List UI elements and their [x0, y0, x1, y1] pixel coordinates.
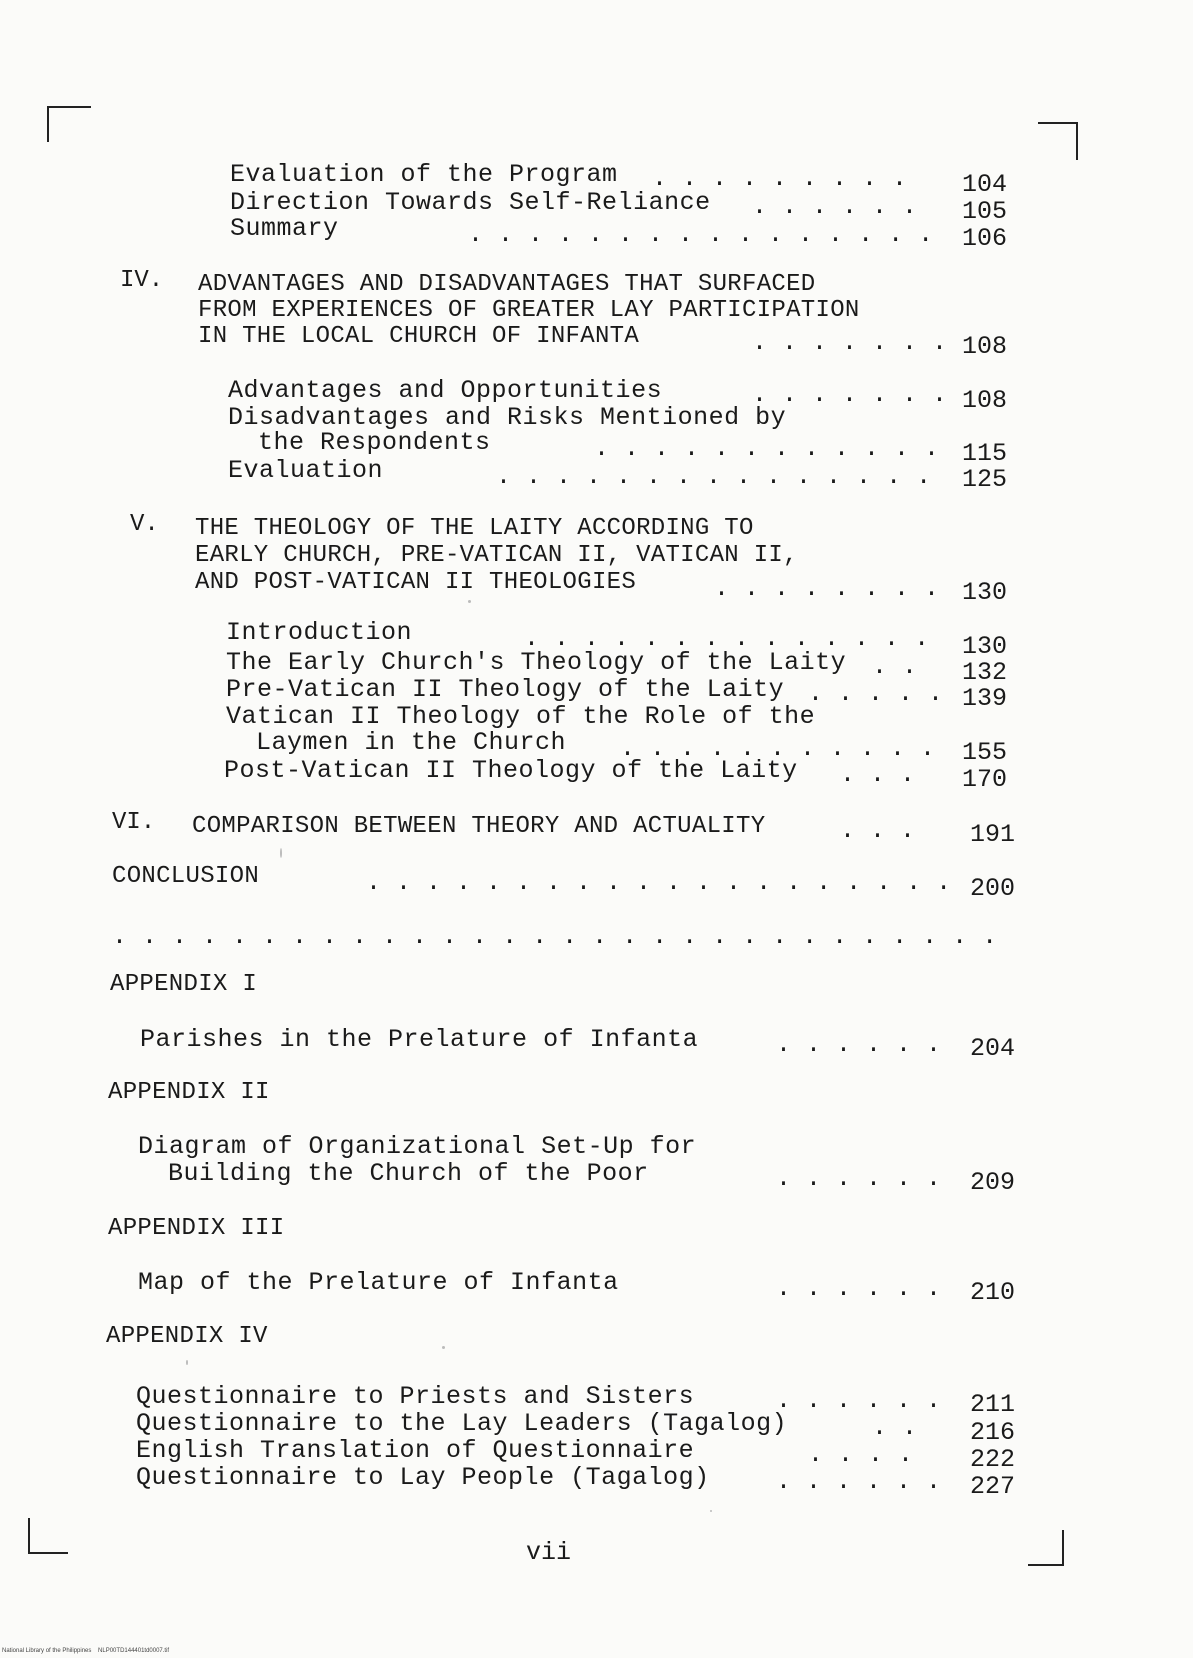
leader-dots: . . . . . . . . .: [652, 164, 908, 193]
toc-entry-title: Direction Towards Self-Reliance: [230, 188, 711, 217]
toc-page-number: 104: [962, 170, 1008, 199]
leader-dots: . . .: [840, 760, 916, 789]
corner-mark-top-left: [47, 106, 91, 142]
leader-dots: . . . . . . . . . . . .: [594, 434, 940, 463]
chapter-title: COMPARISON BETWEEN THEORY AND ACTUALITY: [192, 813, 766, 840]
leader-dots: . . . . . .: [776, 1030, 942, 1059]
leader-dots: . . .: [840, 816, 916, 845]
leader-dots: . . . . . . . . . . . . . . . . . . . .: [366, 868, 952, 897]
corner-mark-top-right: [1038, 122, 1078, 160]
toc-entry-title-continued: the Respondents: [258, 428, 491, 457]
toc-page-number: 139: [962, 684, 1008, 713]
chapter-title-line: IN THE LOCAL CHURCH OF INFANTA: [198, 323, 640, 350]
toc-entry-title: Diagram of Organizational Set-Up for: [138, 1132, 697, 1161]
leader-dots: . . . . . . . . . . . . . .: [524, 624, 930, 653]
leader-dots: . . . .: [808, 1440, 914, 1469]
toc-entry-title: Introduction: [226, 618, 413, 647]
appendix-heading: APPENDIX IV: [106, 1323, 268, 1350]
chapter-title-line: THE THEOLOGY OF THE LAITY ACCORDING TO: [195, 515, 754, 542]
toc-page-number: 211: [970, 1390, 1016, 1419]
toc-entry-title: Post-Vatican II Theology of the Laity: [224, 756, 798, 785]
toc-entry-title: Map of the Prelature of Infanta: [138, 1268, 619, 1297]
toc-page-number: 132: [962, 658, 1008, 687]
toc-page-number: 125: [962, 465, 1008, 494]
toc-page-number: 216: [970, 1418, 1016, 1447]
leader-dots: . . . . . .: [776, 1274, 942, 1303]
corner-mark-bottom-left: [28, 1518, 68, 1554]
toc-page-number: 106: [962, 224, 1008, 253]
toc-entry-title: Pre-Vatican II Theology of the Laity: [226, 675, 785, 704]
leader-dots: . .: [872, 652, 918, 681]
leader-dots: . . . . . . .: [752, 380, 948, 409]
appendix-heading: APPENDIX III: [108, 1215, 285, 1242]
toc-entry-title: Questionnaire to Lay People (Tagalog): [136, 1463, 710, 1492]
toc-page-number: 200: [970, 874, 1016, 903]
toc-page-number: 115: [962, 439, 1008, 468]
toc-page-number: 130: [962, 632, 1008, 661]
toc-page-number: 155: [962, 738, 1008, 767]
leader-dots: . . . . . .: [776, 1164, 942, 1193]
chapter-title-line: ADVANTAGES AND DISADVANTAGES THAT SURFACED: [198, 271, 816, 298]
scan-speck: [280, 848, 282, 858]
toc-page-number: 227: [970, 1472, 1016, 1501]
toc-page-number: 204: [970, 1034, 1016, 1063]
leader-dots: . . . . . . . . . . .: [620, 734, 936, 763]
corner-mark-bottom-right: [1028, 1530, 1064, 1566]
toc-entry-title: Vatican II Theology of the Role of the: [226, 702, 816, 731]
appendix-heading: APPENDIX I: [110, 971, 258, 998]
toc-entry-title: Parishes in the Prelature of Infanta: [140, 1025, 699, 1054]
toc-entry-title: English Translation of Questionnaire: [136, 1436, 695, 1465]
chapter-title-line: EARLY CHURCH, PRE-VATICAN II, VATICAN II,: [195, 542, 798, 569]
conclusion-heading: CONCLUSION: [112, 863, 260, 890]
toc-entry-title: The Early Church's Theology of the Laity: [226, 648, 847, 677]
chapter-title-line: FROM EXPERIENCES OF GREATER LAY PARTICIPATION: [198, 297, 860, 324]
library-scan-label: National Library of the Philippines NLP00TD144401td0007.tif: [2, 1648, 170, 1654]
toc-entry-title: Questionnaire to the Lay Leaders (Tagalog): [136, 1409, 788, 1438]
leader-dots: . . . . . . . . . . . . . . .: [496, 462, 932, 491]
toc-entry-title: Questionnaire to Priests and Sisters: [136, 1382, 695, 1411]
leader-dots: . . . . .: [808, 679, 944, 708]
chapter-number: IV.: [120, 267, 164, 294]
toc-entry-title: Summary: [230, 214, 339, 243]
roman-page-number: vii: [526, 1538, 572, 1567]
toc-page-number: 191: [970, 820, 1016, 849]
leader-dots: . . . . . . .: [752, 328, 948, 357]
toc-page-number: 130: [962, 578, 1008, 607]
toc-entry-title: Evaluation: [228, 456, 384, 485]
appendix-heading: APPENDIX II: [108, 1079, 270, 1106]
scan-speck: [710, 1510, 712, 1512]
leader-dots: . . . . . .: [776, 1467, 942, 1496]
dotted-separator: . . . . . . . . . . . . . . . . . . . . . . . . . . . . . .: [112, 922, 998, 951]
chapter-title-line: AND POST-VATICAN II THEOLOGIES: [195, 569, 637, 596]
toc-page-number: 170: [962, 765, 1008, 794]
scan-speck: [468, 600, 471, 603]
chapter-number: V.: [130, 511, 159, 538]
leader-dots: . . . . . .: [752, 192, 918, 221]
toc-entry-title-continued: Laymen in the Church: [256, 728, 567, 757]
toc-entry-title: Advantages and Opportunities: [228, 376, 663, 405]
toc-entry-title: Evaluation of the Program: [230, 160, 618, 189]
leader-dots: . .: [872, 1413, 918, 1442]
toc-entry-title: Disadvantages and Risks Mentioned by: [228, 403, 787, 432]
scan-speck: [186, 1360, 188, 1365]
toc-page-number: 209: [970, 1168, 1016, 1197]
chapter-number: VI.: [112, 809, 156, 836]
leader-dots: . . . . . . . . . . . . . . . .: [468, 220, 934, 249]
toc-page-number: 222: [970, 1445, 1016, 1474]
leader-dots: . . . . . .: [776, 1386, 942, 1415]
toc-page-number: 105: [962, 197, 1008, 226]
toc-page-number: 210: [970, 1278, 1016, 1307]
toc-page-number: 108: [962, 386, 1008, 415]
leader-dots: . . . . . . . .: [714, 574, 940, 603]
toc-entry-title-continued: Building the Church of the Poor: [168, 1159, 649, 1188]
toc-page-number: 108: [962, 332, 1008, 361]
scan-speck: [442, 1346, 445, 1349]
